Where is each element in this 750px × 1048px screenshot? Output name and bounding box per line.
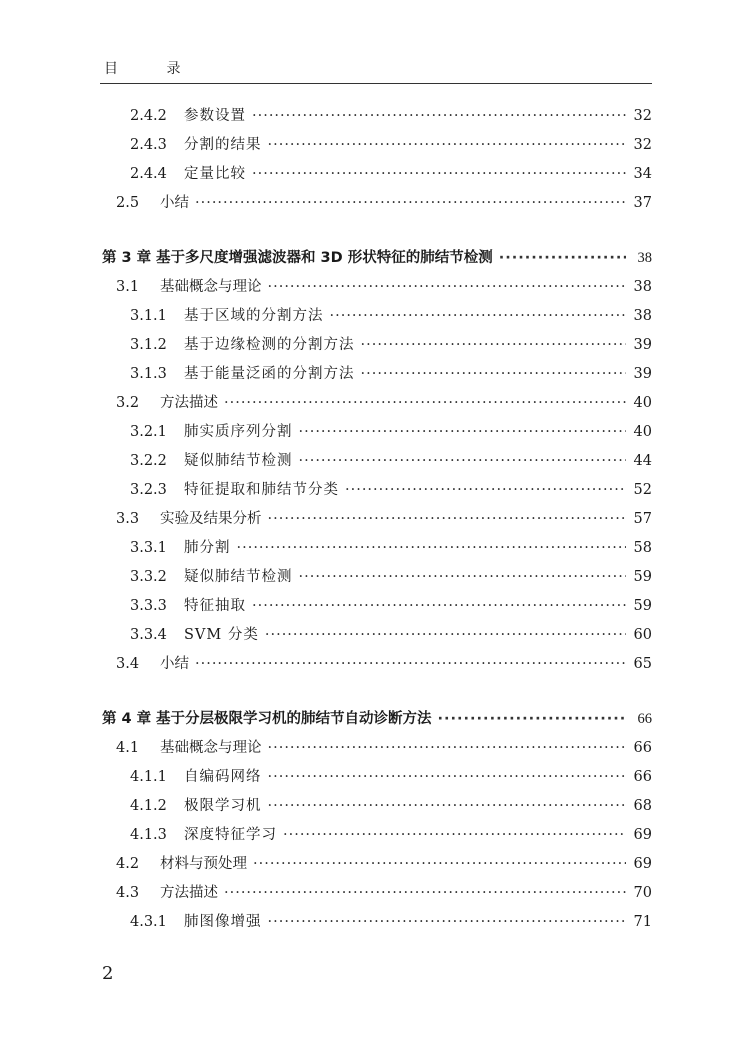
toc-entry-number: 4.1: [116, 740, 140, 756]
toc-entry-page: 38: [633, 308, 652, 324]
dot-leader: [345, 482, 626, 498]
toc-entry-number: 4.1.3: [130, 827, 167, 843]
dot-leader: [195, 195, 626, 211]
dot-leader: [268, 279, 627, 295]
toc-entry-page: 37: [633, 195, 652, 211]
dot-leader: [224, 395, 626, 411]
toc-entry-title: 深度特征学习: [184, 827, 277, 843]
dot-leader: [224, 885, 626, 901]
toc-entry-title: 基于分层极限学习机的肺结节自动诊断方法: [156, 711, 432, 727]
toc-entry: [116, 391, 652, 412]
header-rule: [100, 83, 652, 84]
dot-leader: [283, 827, 626, 843]
toc-entry-number: 2.4.4: [130, 166, 167, 182]
toc-entry-title: SVM 分类: [184, 627, 259, 643]
toc-entry-number: 3.2.3: [130, 482, 167, 498]
toc-entry-title: 基于多尺度增强滤波器和 3D 形状特征的肺结节检测: [156, 250, 493, 266]
toc-chapter-entry: [102, 246, 652, 267]
toc-entry-page: 32: [633, 137, 652, 153]
toc-entry-page: 66: [633, 740, 652, 756]
dot-leader: [252, 108, 626, 124]
toc-entry-page: 59: [633, 598, 652, 614]
toc-entry: [130, 910, 652, 931]
dot-leader: [268, 740, 627, 756]
toc-entry-number: 3.3.3: [130, 598, 167, 614]
toc-entry: [130, 420, 652, 441]
toc-entry-number: 3.3: [116, 511, 140, 527]
dot-leader: [438, 711, 627, 727]
toc-entry-title: 基于能量泛函的分割方法: [184, 366, 355, 382]
dot-leader: [268, 137, 627, 153]
toc-entry-number: 3.2: [116, 395, 140, 411]
toc-entry-title: 小结: [160, 656, 189, 672]
toc-entry: [130, 478, 652, 499]
toc-entry-title: 基于区域的分割方法: [184, 308, 324, 324]
toc-entry-title: 疑似肺结节检测: [184, 453, 293, 469]
toc-entry: [130, 623, 652, 644]
dot-leader: [237, 540, 627, 556]
dot-leader: [253, 856, 626, 872]
toc-entry-number: 第 4 章: [102, 711, 152, 727]
dot-leader: [299, 569, 627, 585]
toc-entry-page: 52: [633, 482, 652, 498]
toc-entry-title: 肺图像增强: [184, 914, 262, 930]
dot-leader: [268, 914, 627, 930]
toc-entry-number: 3.2.2: [130, 453, 167, 469]
toc-entry-number: 4.1.1: [130, 769, 167, 785]
toc-entry-page: 32: [633, 108, 652, 124]
toc-entry: [130, 765, 652, 786]
toc-entry-page: 68: [633, 798, 652, 814]
toc-entry-page: 58: [633, 540, 652, 556]
toc-entry-page: 57: [633, 511, 652, 527]
dot-leader: [361, 337, 627, 353]
toc-entry-page: 34: [633, 166, 652, 182]
toc-entry-page: 66: [633, 769, 652, 785]
toc-entry: [130, 449, 652, 470]
toc-entry: [116, 652, 652, 673]
toc-entry-number: 3.1.2: [130, 337, 167, 353]
toc-entry: [116, 736, 652, 757]
toc-entry-number: 4.2: [116, 856, 140, 872]
toc-entry-page: 66: [637, 711, 652, 727]
dot-leader: [195, 656, 626, 672]
toc-entry: [130, 133, 652, 154]
toc-entry-title: 基础概念与理论: [160, 279, 262, 295]
toc-chapter-entry: [102, 707, 652, 728]
toc-entry: [130, 162, 652, 183]
dot-leader: [361, 366, 627, 382]
toc-entry: [130, 104, 652, 125]
toc-entry: [116, 275, 652, 296]
toc-entry-number: 3.1.3: [130, 366, 167, 382]
toc-entry-number: 4.3.1: [130, 914, 167, 930]
toc-entry-page: 40: [633, 424, 652, 440]
dot-leader: [299, 424, 627, 440]
toc-entry: [130, 304, 652, 325]
toc-entry-title: 极限学习机: [184, 798, 262, 814]
toc-entry-number: 3.2.1: [130, 424, 167, 440]
dot-leader: [252, 598, 626, 614]
toc-entry-number: 2.5: [116, 195, 140, 211]
toc-entry: [116, 191, 652, 212]
toc-entry-title: 肺实质序列分割: [184, 424, 293, 440]
toc-entry-number: 3.1.1: [130, 308, 167, 324]
toc-entry-page: 69: [633, 827, 652, 843]
toc-entry-page: 38: [633, 279, 652, 295]
toc-entry-number: 4.1.2: [130, 798, 167, 814]
toc-entry: [116, 852, 652, 873]
page-number: 2: [102, 963, 114, 984]
dot-leader: [330, 308, 627, 324]
dot-leader: [499, 250, 626, 266]
dot-leader: [268, 511, 627, 527]
toc-entry-title: 肺分割: [184, 540, 231, 556]
toc-entry-title: 材料与预处理: [160, 856, 247, 872]
toc-entry-number: 2.4.3: [130, 137, 167, 153]
toc-entry-page: 69: [633, 856, 652, 872]
toc-entry-number: 2.4.2: [130, 108, 167, 124]
toc-entry-number: 4.3: [116, 885, 140, 901]
toc-entry-title: 特征提取和肺结节分类: [184, 482, 339, 498]
toc-entry: [116, 881, 652, 902]
toc-entry-page: 39: [633, 337, 652, 353]
dot-leader: [252, 166, 626, 182]
toc-entry: [130, 594, 652, 615]
toc-entry-title: 方法描述: [160, 395, 218, 411]
toc-entry-title: 实验及结果分析: [160, 511, 262, 527]
dot-leader: [268, 769, 627, 785]
toc-entry-number: 3.4: [116, 656, 140, 672]
toc-entry-title: 自编码网络: [184, 769, 262, 785]
toc-entry-title: 定量比较: [184, 166, 246, 182]
toc-entry: [130, 823, 652, 844]
toc-entry-title: 基于边缘检测的分割方法: [184, 337, 355, 353]
toc-entry-page: 70: [633, 885, 652, 901]
toc-entry: [130, 333, 652, 354]
toc-entry-page: 65: [633, 656, 652, 672]
toc-entry-title: 基础概念与理论: [160, 740, 262, 756]
toc-entry-title: 小结: [160, 195, 189, 211]
toc-entry-title: 参数设置: [184, 108, 246, 124]
toc-entry-page: 40: [633, 395, 652, 411]
toc-entry: [130, 565, 652, 586]
toc-entry: [130, 794, 652, 815]
toc-entry-number: 3.1: [116, 279, 140, 295]
toc-entry-page: 39: [633, 366, 652, 382]
dot-leader: [299, 453, 627, 469]
toc-entry-title: 方法描述: [160, 885, 218, 901]
toc-entry-page: 71: [633, 914, 652, 930]
toc-entry-page: 44: [633, 453, 652, 469]
toc-entry: [130, 536, 652, 557]
toc-entry-title: 疑似肺结节检测: [184, 569, 293, 585]
toc-entry-number: 3.3.2: [130, 569, 167, 585]
running-header: 目 录: [104, 61, 203, 77]
toc-entry-number: 3.3.1: [130, 540, 167, 556]
dot-leader: [265, 627, 626, 643]
toc-entry-number: 第 3 章: [102, 250, 152, 266]
toc-entry-page: 59: [633, 569, 652, 585]
toc-entry-title: 分割的结果: [184, 137, 262, 153]
toc-entry: [116, 507, 652, 528]
toc-entry-number: 3.3.4: [130, 627, 167, 643]
dot-leader: [268, 798, 627, 814]
toc-entry: [130, 362, 652, 383]
toc-entry-page: 60: [633, 627, 652, 643]
toc-entry-title: 特征抽取: [184, 598, 246, 614]
toc-entry-page: 38: [637, 250, 652, 266]
